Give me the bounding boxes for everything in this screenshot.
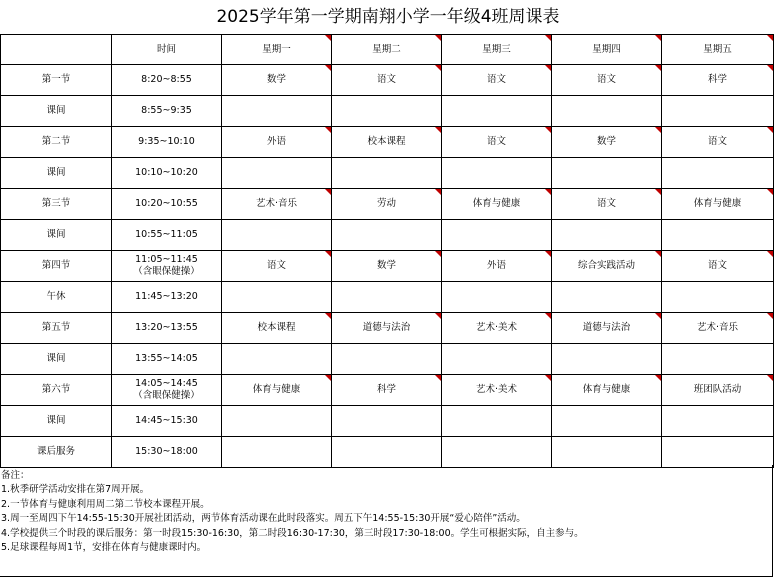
table-row xyxy=(1,220,774,251)
subject-cell[interactable]: 道德与法治 xyxy=(332,313,442,344)
header-day-cell[interactable]: 星期二 xyxy=(332,35,442,65)
subject-cell[interactable] xyxy=(442,220,552,251)
subject-cell[interactable] xyxy=(222,282,332,313)
subject-cell[interactable]: 语文 xyxy=(442,65,552,96)
notes-block[interactable] xyxy=(1,469,771,555)
bottom-border xyxy=(0,576,773,577)
subject-cell[interactable] xyxy=(552,220,662,251)
period-time: 11:45~13:20 xyxy=(135,291,198,302)
subject-cell[interactable]: 体育与健康 xyxy=(222,375,332,406)
period-time: 10:55~11:05 xyxy=(135,229,198,240)
subject-cell[interactable]: 语文 xyxy=(222,251,332,282)
subject-cell[interactable]: 校本课程 xyxy=(332,127,442,158)
period-time-note: （含眼保健操） xyxy=(133,390,200,401)
subject-cell[interactable]: 体育与健康 xyxy=(442,189,552,220)
subject-cell[interactable]: 艺术·美术 xyxy=(442,375,552,406)
subject-cell[interactable]: 劳动 xyxy=(332,189,442,220)
header-corner-cell[interactable] xyxy=(1,35,112,65)
subject-cell[interactable]: 艺术·音乐 xyxy=(222,189,332,220)
table-row xyxy=(1,282,774,313)
period-time-cell[interactable] xyxy=(112,127,222,158)
period-label-cell[interactable]: 第三节 xyxy=(1,189,112,220)
period-time: 10:20~10:55 xyxy=(135,198,198,209)
table-row xyxy=(1,158,774,189)
period-label-cell[interactable]: 课间 xyxy=(1,158,112,189)
period-label-cell[interactable]: 第四节 xyxy=(1,251,112,282)
subject-cell[interactable]: 体育与健康 xyxy=(662,189,774,220)
table-row xyxy=(1,65,774,96)
period-time: 13:20~13:55 xyxy=(135,322,198,333)
period-label-cell[interactable]: 课间 xyxy=(1,220,112,251)
subject-cell[interactable]: 数学 xyxy=(332,251,442,282)
subject-cell[interactable] xyxy=(662,344,774,375)
period-time: 8:55~9:35 xyxy=(141,105,192,116)
period-time: 15:30~18:00 xyxy=(135,446,198,457)
subject-cell[interactable]: 班团队活动 xyxy=(662,375,774,406)
period-time-note: （含眼保健操） xyxy=(133,266,200,277)
period-time-cell[interactable] xyxy=(112,158,222,189)
subject-cell[interactable] xyxy=(552,406,662,437)
header-time-cell[interactable]: 时间 xyxy=(112,35,222,65)
period-time-cell[interactable] xyxy=(112,220,222,251)
subject-cell[interactable] xyxy=(222,96,332,127)
subject-cell[interactable]: 语文 xyxy=(552,189,662,220)
subject-cell[interactable] xyxy=(332,96,442,127)
period-time: 8:20~8:55 xyxy=(141,74,192,85)
subject-cell[interactable] xyxy=(222,158,332,189)
note-line: 5.足球课程每周1节，安排在体育与健康课时内。 xyxy=(1,542,207,554)
subject-cell[interactable] xyxy=(442,406,552,437)
page-title: 2025学年第一学期南翔小学一年级4班周课表 xyxy=(216,7,560,27)
subject-cell[interactable] xyxy=(552,437,662,468)
subject-cell[interactable]: 科学 xyxy=(332,375,442,406)
period-time-cell[interactable] xyxy=(112,313,222,344)
table-row xyxy=(1,406,774,437)
table-row xyxy=(1,251,774,282)
table-row xyxy=(1,437,774,468)
subject-cell[interactable] xyxy=(662,437,774,468)
table-row xyxy=(1,375,774,406)
table-row xyxy=(1,344,774,375)
subject-cell[interactable] xyxy=(442,158,552,189)
subject-cell[interactable] xyxy=(442,96,552,127)
subject-cell[interactable]: 语文 xyxy=(552,65,662,96)
subject-cell[interactable] xyxy=(222,437,332,468)
period-time-cell[interactable] xyxy=(112,437,222,468)
subject-cell[interactable] xyxy=(442,437,552,468)
notes-heading: 备注： xyxy=(1,470,30,481)
subject-cell[interactable]: 外语 xyxy=(442,251,552,282)
period-time: 14:05~14:45 xyxy=(135,378,198,389)
subject-cell[interactable] xyxy=(662,406,774,437)
period-time: 11:05~11:45 xyxy=(135,254,198,265)
header-day-cell[interactable]: 星期一 xyxy=(222,35,332,65)
subject-cell[interactable] xyxy=(332,406,442,437)
table-row xyxy=(1,127,774,158)
period-time-cell[interactable] xyxy=(112,406,222,437)
period-time-cell[interactable] xyxy=(112,344,222,375)
subject-cell[interactable] xyxy=(662,158,774,189)
subject-cell[interactable]: 综合实践活动 xyxy=(552,251,662,282)
note-line: 1.秋季研学活动安排在第7周开展。 xyxy=(1,484,150,496)
subject-cell[interactable]: 数学 xyxy=(222,65,332,96)
subject-cell[interactable] xyxy=(662,96,774,127)
subject-cell[interactable] xyxy=(332,344,442,375)
period-label-cell[interactable]: 午休 xyxy=(1,282,112,313)
header-row xyxy=(1,35,774,65)
notes-right-border xyxy=(772,465,773,576)
subject-cell[interactable]: 语文 xyxy=(332,65,442,96)
period-label-cell[interactable]: 第二节 xyxy=(1,127,112,158)
subject-cell[interactable] xyxy=(332,220,442,251)
note-line: 2.一节体育与健康利用周二第二节校本课程开展。 xyxy=(1,498,210,510)
period-time: 14:45~15:30 xyxy=(135,415,198,426)
period-label-cell[interactable]: 课后服务 xyxy=(1,437,112,468)
subject-cell[interactable] xyxy=(552,344,662,375)
period-time: 9:35~10:10 xyxy=(138,136,195,147)
period-time-cell[interactable] xyxy=(112,282,222,313)
period-label-cell[interactable]: 第六节 xyxy=(1,375,112,406)
subject-cell[interactable]: 科学 xyxy=(662,65,774,96)
header-day-cell[interactable]: 星期四 xyxy=(552,35,662,65)
subject-cell[interactable]: 校本课程 xyxy=(222,313,332,344)
period-time-cell[interactable] xyxy=(112,65,222,96)
subject-cell[interactable] xyxy=(222,220,332,251)
header-day-cell[interactable]: 星期三 xyxy=(442,35,552,65)
subject-cell[interactable]: 外语 xyxy=(222,127,332,158)
table-row xyxy=(1,96,774,127)
period-label-cell[interactable]: 课间 xyxy=(1,344,112,375)
subject-cell[interactable]: 艺术·美术 xyxy=(442,313,552,344)
subject-cell[interactable] xyxy=(552,158,662,189)
timetable-grid xyxy=(0,34,774,468)
subject-cell[interactable] xyxy=(222,344,332,375)
subject-cell[interactable]: 艺术·音乐 xyxy=(662,313,774,344)
note-line: 4.学校提供三个时段的课后服务：第一时段15:30-16:30，第二时段16:30-17:30，第三时段17:30-18:00。学生可根据实际，自主参与。 xyxy=(1,527,584,539)
subject-cell[interactable] xyxy=(662,220,774,251)
subject-cell[interactable] xyxy=(442,344,552,375)
period-time: 13:55~14:05 xyxy=(135,353,198,364)
table-row xyxy=(1,189,774,220)
period-label-cell[interactable]: 课间 xyxy=(1,96,112,127)
period-label-cell[interactable]: 第一节 xyxy=(1,65,112,96)
period-time-cell[interactable] xyxy=(112,189,222,220)
subject-cell[interactable]: 语文 xyxy=(442,127,552,158)
period-time-cell[interactable] xyxy=(112,96,222,127)
subject-cell[interactable]: 语文 xyxy=(662,251,774,282)
subject-cell[interactable] xyxy=(332,282,442,313)
header-day-cell[interactable]: 星期五 xyxy=(662,35,774,65)
period-label-cell[interactable]: 课间 xyxy=(1,406,112,437)
period-time-cell[interactable] xyxy=(112,375,222,406)
subject-cell[interactable] xyxy=(552,96,662,127)
subject-cell[interactable]: 数学 xyxy=(552,127,662,158)
subject-cell[interactable] xyxy=(442,282,552,313)
subject-cell[interactable] xyxy=(662,282,774,313)
period-time-cell[interactable] xyxy=(112,251,222,282)
subject-cell[interactable]: 道德与法治 xyxy=(552,313,662,344)
period-time: 10:10~10:20 xyxy=(135,167,198,178)
subject-cell[interactable] xyxy=(332,437,442,468)
subject-cell[interactable]: 语文 xyxy=(662,127,774,158)
note-line: 3.周一至周四下午14:55-15:30开展社团活动，两节体育活动课在此时段落实。周五下午14:55-15:30开展“爱心陪伴”活动。 xyxy=(1,513,526,525)
subject-cell[interactable]: 体育与健康 xyxy=(552,375,662,406)
subject-cell[interactable] xyxy=(332,158,442,189)
subject-cell[interactable] xyxy=(222,406,332,437)
period-label-cell[interactable]: 第五节 xyxy=(1,313,112,344)
table-row xyxy=(1,313,774,344)
subject-cell[interactable] xyxy=(552,282,662,313)
